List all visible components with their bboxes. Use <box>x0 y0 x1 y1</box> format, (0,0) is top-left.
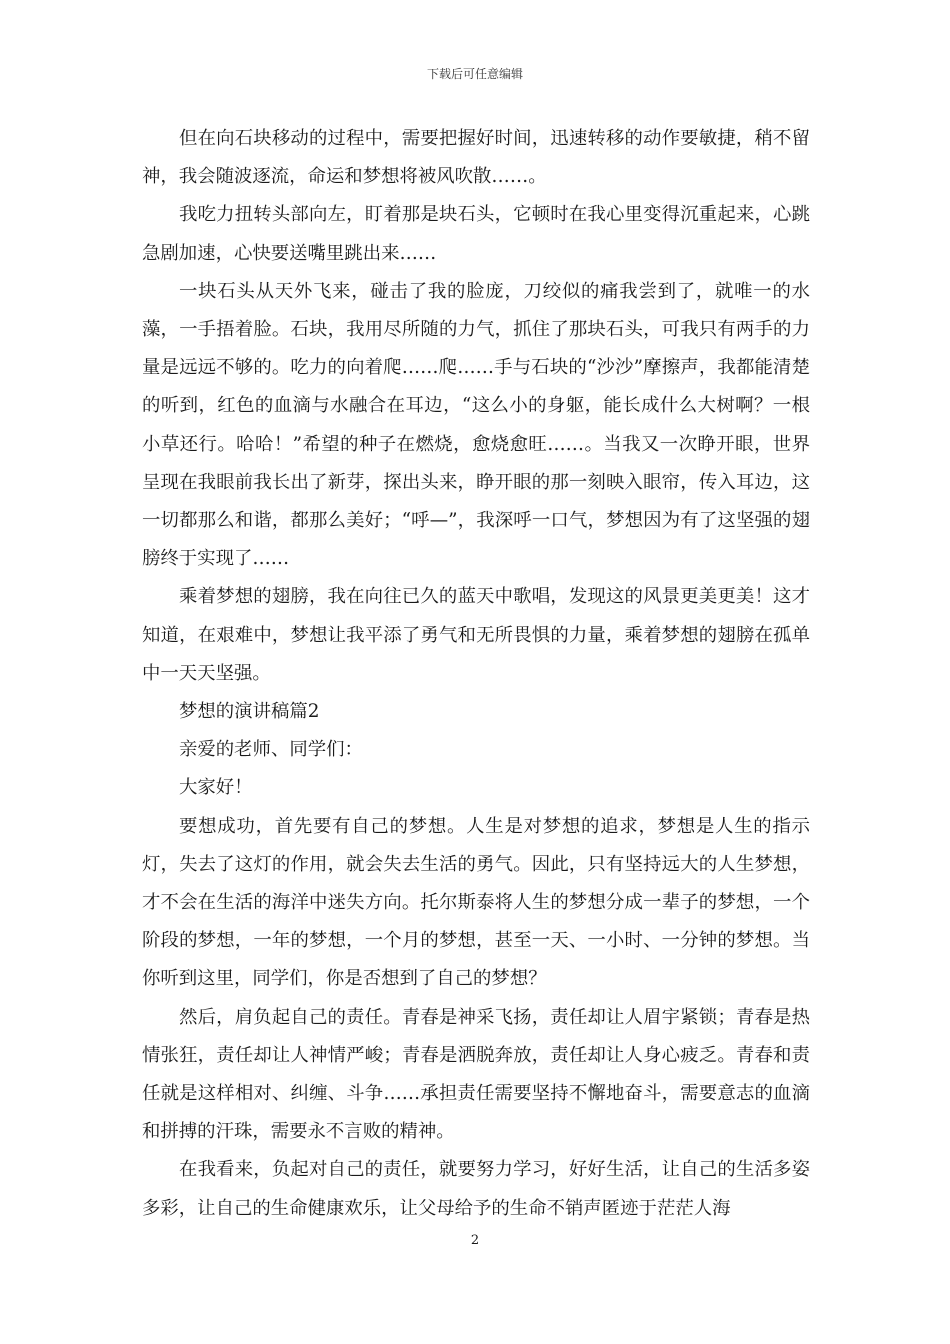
paragraph-4: 乘着梦想的翅膀，我在向往已久的蓝天中歌唱，发现这的风景更美更美！这才知道，在艰难中，梦想让我平添了勇气和无所畏惧的力量，乘着梦想的翅膀在孤单中一天天坚强。 <box>142 586 810 684</box>
paragraph-7: 在我看来，负起对自己的责任，就要努力学习，好好生活，让自己的生活多姿多彩，让自己的生命健康欢乐，让父母给予的生命不销声匿迹于茫茫人海 <box>142 1159 810 1219</box>
body-text <box>142 120 810 1228</box>
paragraph-3: 一块石头从天外飞来，碰击了我的脸庞，刀绞似的痛我尝到了，就唯一的水藻，一手捂着脸。石块，我用尽所随的力气，抓住了那块石头，可我只有两手的力量是远远不够的。吃力的向着爬……爬……手与石块的“沙沙”摩擦声，我都能清楚的听到，红色的血滴与水融合在耳边，“这么小的身躯，能长成什么大树啊？一根小草还行。哈哈！”希望的种子在燃烧，愈烧愈旺……。当我又一次睁开眼，世界呈现在我眼前我长出了新芽，探出头来，睁开眼的那一刻映入眼帘，传入耳边，这一切都那么和谐，都那么美好；“呼—”，我深呼一口气，梦想因为有了这坚强的翅膀终于实现了…… <box>142 280 810 570</box>
section-title: 梦想的演讲稿篇2 <box>179 701 320 723</box>
greeting: 大家好！ <box>179 777 253 799</box>
paragraph-5: 要想成功，首先要有自己的梦想。人生是对梦想的追求，梦想是人生的指示灯，失去了这灯的作用，就会失去生活的勇气。因此，只有坚持远大的人生梦想，才不会在生活的海洋中迷失方向。托尔斯泰将人生的梦想分成一辈子的梦想，一个阶段的梦想，一年的梦想，一个月的梦想，甚至一天、一小时、一分钟的梦想。当你听到这里，同学们，你是否想到了自己的梦想？ <box>142 815 810 990</box>
paragraph-2: 我吃力扭转头部向左，盯着那是块石头，它顿时在我心里变得沉重起来，心跳急剧加速，心快要送嘴里跳出来…… <box>142 204 810 264</box>
paragraph-6: 然后，肩负起自己的责任。青春是神采飞扬，责任却让人眉宇紧锁；青春是热情张狂，责任却让人神情严峻；青春是洒脱奔放，责任却让人身心疲乏。青春和责任就是这样相对、纠缠、斗争……承担责任需要坚持不懈地奋斗，需要意志的血滴和拼搏的汗珠，需要永不言败的精神。 <box>142 1006 810 1143</box>
paragraph-1: 但在向石块移动的过程中，需要把握好时间，迅速转移的动作要敏捷，稍不留神，我会随波逐流，命运和梦想将被风吹散……。 <box>142 128 810 188</box>
salutation: 亲爱的老师、同学们： <box>179 739 363 761</box>
page-number: 2 <box>470 1233 480 1248</box>
page-header: 下载后可任意编辑 <box>426 67 523 81</box>
